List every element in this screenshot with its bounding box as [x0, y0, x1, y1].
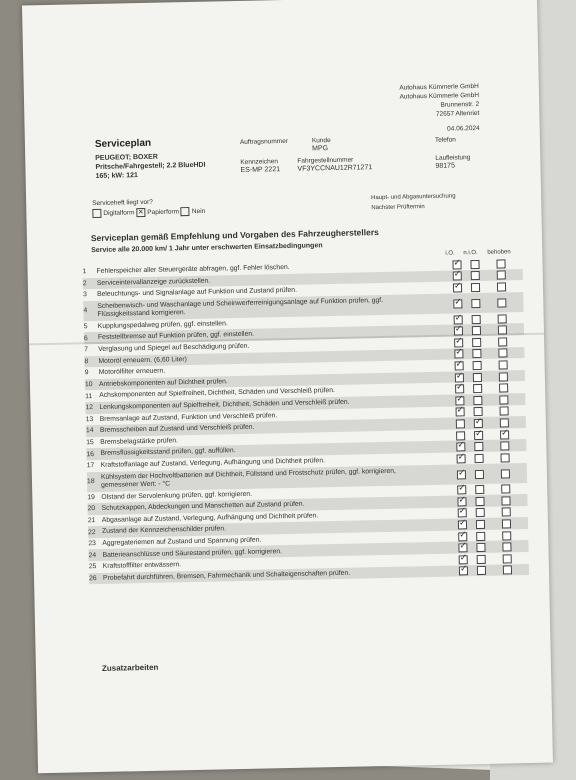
check-mark-icon: ✓: [457, 451, 466, 462]
io-checkbox[interactable]: [453, 280, 462, 292]
item-number: 26: [88, 574, 97, 583]
io-checkbox[interactable]: [456, 404, 465, 417]
item-text: Kupplungspedalweg prüfen, ggf. einstellen.: [97, 320, 228, 330]
behoben-checkbox[interactable]: [497, 282, 506, 291]
nio-checkbox[interactable]: [473, 384, 482, 393]
item-number: 11: [85, 392, 93, 400]
item-number: 5: [83, 323, 88, 331]
nio-checkbox[interactable]: [476, 543, 485, 552]
item-text: Bremsanlage auf Zustand, Funktion und Verschleiß prüfen.: [99, 411, 278, 423]
behoben-checkbox[interactable]: [496, 259, 505, 268]
check-mark-icon: ✓: [453, 257, 462, 268]
item-text: Antriebskomponenten auf Dichtheit prüfen.: [98, 378, 228, 388]
nio-checkbox[interactable]: [474, 442, 483, 451]
auftrag-label: Auftragsnummer: [239, 137, 289, 146]
item-number: 12: [85, 404, 94, 412]
behoben-checkbox[interactable]: [498, 314, 507, 323]
item-number: 14: [85, 427, 94, 435]
item-text: Fehlerspeicher aller Steuergeräte abfragen, ggf. Fehler löschen.: [96, 263, 290, 276]
item-number: 15: [86, 439, 94, 447]
check-mark-icon: ✓: [458, 505, 467, 516]
io-checkbox[interactable]: [457, 451, 466, 463]
laufleistung-field: [435, 154, 470, 171]
item-number: 22: [87, 528, 96, 536]
item-number: 4: [83, 307, 88, 315]
io-checkbox[interactable]: [457, 466, 466, 479]
kunde-label: Kunde: [311, 137, 331, 145]
nio-checkbox[interactable]: [475, 469, 484, 478]
io-checkbox[interactable]: [455, 358, 464, 370]
nio-checkbox[interactable]: [475, 485, 484, 494]
item-text: Motorölfilter erneuern.: [98, 367, 166, 377]
item-text: Serviceintervallanzeige zurückstellen.: [96, 277, 211, 287]
io-checkbox[interactable]: [456, 439, 465, 451]
item-number: 3: [83, 291, 87, 299]
behoben-checkbox[interactable]: [502, 508, 511, 517]
check-mark-icon: ✓: [459, 528, 467, 540]
nein-label: Nein: [191, 207, 206, 216]
item-number: 6: [83, 334, 88, 342]
io-checkbox[interactable]: [456, 419, 465, 428]
behoben-checkbox[interactable]: [501, 485, 510, 494]
behoben-checkbox[interactable]: [499, 384, 508, 393]
kennzeichen-field: [240, 158, 280, 175]
io-checkbox[interactable]: [453, 296, 462, 308]
section-heading: Serviceplan gemäß Empfehlung und Vorgaben des Fahrzeugherstellers: [90, 227, 379, 244]
digitalform-label: Digitalform: [103, 209, 135, 218]
item-number: 20: [87, 505, 96, 513]
nio-checkbox[interactable]: [476, 520, 485, 529]
item-number: 16: [86, 450, 95, 458]
item-text: Achskomponenten auf Spielfreiheit, Dichtheit, Schäden und Verschleiß prüfen.: [99, 387, 336, 400]
behoben-checkbox[interactable]: [498, 326, 507, 335]
papierform-label: Papierform: [147, 208, 180, 217]
col-behoben-header: behoben: [487, 249, 511, 256]
behoben-checkbox[interactable]: [502, 531, 511, 540]
service-plan-paper: [22, 0, 553, 773]
item-number: 19: [87, 493, 95, 502]
serviceheft-label: Serviceheft liegt vor?: [92, 198, 153, 208]
item-text: Feststellbremse auf Funktion prüfen, ggf. einstellen.: [97, 331, 255, 342]
nio-checkbox[interactable]: [475, 454, 484, 463]
check-mark-icon: ✓: [457, 466, 466, 477]
check-mark-icon: ✓: [454, 323, 463, 334]
nio-checkbox[interactable]: [472, 349, 481, 358]
item-text: Schutzkappen, Abdeckungen und Manschetten auf Zustand prüfen.: [101, 500, 305, 513]
hu-label: Haupt- und Abgasuntersuchung: [371, 193, 456, 202]
nio-checkbox[interactable]: [474, 427, 483, 439]
behoben-checkbox[interactable]: [500, 453, 509, 462]
nein-checkbox[interactable]: [181, 207, 190, 216]
check-mark-icon: ✓: [455, 369, 464, 381]
check-mark-icon: ✓: [458, 494, 467, 505]
checklist: [82, 257, 529, 584]
check-mark-icon: ✓: [454, 296, 462, 307]
behoben-checkbox[interactable]: [502, 519, 511, 528]
item-text: Kraftstofffilter entwässern.: [102, 561, 182, 571]
vehicle-info: [95, 152, 206, 181]
hu-block: [371, 191, 456, 213]
check-mark-icon: ✓: [474, 427, 483, 438]
io-checkbox[interactable]: [455, 381, 464, 393]
behoben-checkbox[interactable]: [497, 298, 506, 307]
item-text: Beleuchtungs- und Signalanlage auf Funktion und Zustand prüfen.: [97, 287, 298, 299]
item-text: Kühlsystem der Hochvoltbatterien auf Dichtheit, Füllstand und Frostschutz prüfen, ggf. korrigieren, gemessener Wert: - °C: [100, 467, 396, 489]
laufleistung-value: 98175: [435, 162, 456, 170]
behoben-checkbox[interactable]: [497, 271, 506, 280]
behoben-checkbox[interactable]: [503, 554, 512, 563]
vehicle-type: Pritsche/Fahrgestell; 2.2 BlueHDI: [95, 161, 206, 171]
kunde-value: MPG: [312, 145, 329, 153]
nio-checkbox[interactable]: [475, 497, 484, 506]
company-name-1: Autohaus Kümmerle GmbH: [399, 82, 479, 92]
nio-checkbox[interactable]: [471, 271, 480, 280]
io-checkbox[interactable]: [454, 323, 463, 335]
item-text: Ölstand der Servolenkung prüfen, ggf. korrigieren.: [101, 490, 253, 501]
item-number: 21: [87, 517, 96, 525]
check-mark-icon: ✓: [454, 311, 463, 323]
section-subheading: Service alle 20.000 km/ 1 Jahr unter erschwerten Einsatzbedingungen: [91, 242, 323, 255]
kunde-field: [312, 137, 331, 153]
io-checkbox[interactable]: [459, 563, 468, 576]
item-text: Bremsflüssigkeitsstand prüfen, ggf. auffüllen.: [100, 447, 236, 458]
check-mark-icon: ✓: [455, 381, 464, 392]
behoben-checkbox[interactable]: [498, 349, 507, 358]
telefon-field: [435, 136, 456, 144]
nio-checkbox[interactable]: [476, 508, 485, 517]
next-test-label: Nächster Prüftermin: [371, 204, 425, 212]
item-number: 13: [85, 415, 94, 424]
nio-checkbox[interactable]: [471, 283, 480, 292]
check-mark-icon: ✓: [453, 268, 462, 279]
check-mark-icon: ✓: [455, 346, 464, 357]
nio-checkbox[interactable]: [472, 315, 481, 324]
item-number: 10: [84, 381, 93, 389]
nio-checkbox[interactable]: [472, 338, 481, 347]
item-number: 2: [82, 280, 87, 288]
item-text: Bremsscheiben auf Zustand und Verschleiß prüfen.: [99, 423, 255, 435]
company-address: [399, 82, 480, 135]
item-number: 23: [88, 540, 96, 548]
check-mark-icon: ✓: [459, 540, 468, 551]
nio-checkbox[interactable]: [477, 566, 486, 575]
item-number: 7: [84, 346, 89, 354]
document-title: Serviceplan: [94, 137, 152, 150]
behoben-checkbox[interactable]: [500, 441, 509, 450]
behoben-checkbox[interactable]: [500, 418, 509, 427]
papierform-checkbox[interactable]: ✕: [137, 208, 144, 217]
digitalform-checkbox[interactable]: [92, 209, 101, 218]
behoben-checkbox[interactable]: [499, 372, 508, 381]
item-number: 17: [86, 462, 95, 470]
telefon-label: Telefon: [434, 136, 456, 144]
check-mark-icon: ✓: [456, 393, 464, 404]
check-mark-icon: ✓: [455, 358, 464, 369]
serviceheft-block: [92, 197, 205, 220]
item-text: Aggregateriemen auf Zustand und Spannung prüfen.: [102, 536, 262, 547]
check-mark-icon: ✓: [459, 552, 468, 563]
kennzeichen-value: ES-MP 2221: [240, 166, 281, 174]
item-text: Lenkungskomponenten auf Spielfreiheit, Dichtheit, Schäden und Verschleiß prüfen.: [99, 398, 350, 411]
check-mark-icon: ✓: [456, 404, 465, 415]
check-mark-icon: ✓: [458, 482, 466, 493]
io-checkbox[interactable]: [458, 517, 467, 529]
item-number: 24: [88, 551, 97, 559]
check-mark-icon: ✓: [458, 517, 467, 528]
behoben-checkbox[interactable]: [500, 407, 509, 416]
item-text: Motoröl erneuern. (6,60 Liter): [98, 355, 187, 365]
check-mark-icon: ✓: [474, 415, 483, 427]
behoben-checkbox[interactable]: [503, 566, 512, 575]
item-number: 18: [86, 478, 95, 486]
nio-checkbox[interactable]: [470, 260, 479, 269]
behoben-checkbox[interactable]: [501, 496, 510, 505]
nio-checkbox[interactable]: [471, 299, 480, 308]
vehicle-make: PEUGEOT; BOXER: [95, 153, 158, 162]
auftrag-field: [240, 138, 288, 147]
laufleistung-label: Laufleistung: [435, 154, 471, 162]
behoben-checkbox[interactable]: [502, 543, 511, 552]
col-io-header: i.O.: [445, 250, 455, 257]
fin-value: VF3YCCNAU12R71271: [297, 164, 373, 173]
fin-label: Fahrgestellnummer: [297, 156, 354, 165]
item-text: Probefahrt durchführen, Bremsen, Fahrmechanik und Schalteigenschaften prüfen.: [102, 569, 351, 582]
item-text: Batterieanschlüsse und Säurestand prüfen, ggf. korrigieren.: [102, 547, 283, 559]
behoben-checkbox[interactable]: [501, 469, 510, 478]
kennzeichen-label: Kennzeichen: [240, 158, 279, 166]
serviceheft-options: [92, 207, 205, 220]
check-mark-icon: ✓: [500, 426, 509, 438]
behoben-checkbox[interactable]: [499, 360, 508, 369]
nio-checkbox[interactable]: [473, 396, 482, 405]
vehicle-power: 165; kW: 121: [95, 172, 138, 180]
nio-checkbox[interactable]: [472, 326, 481, 335]
item-text: Kraftstoffanlage auf Zustand, Verlegung, Aufhängung und Dichtheit prüfen.: [100, 457, 326, 469]
nio-checkbox[interactable]: [477, 555, 486, 564]
item-number: 1: [82, 268, 87, 276]
check-mark-icon: ✓: [453, 280, 462, 291]
item-text: Scheibenwisch- und Waschanlage und Scheinwerferreinigungsanlage auf Funktion prüfen, ggf. Flüssigkeitsstand korrigieren.: [97, 297, 384, 318]
company-city: 72657 Altenriet: [435, 109, 480, 118]
nio-checkbox[interactable]: [473, 372, 482, 381]
item-text: Zustand der Kennzeichenschilder prüfen.: [101, 525, 227, 536]
nio-checkbox[interactable]: [474, 415, 483, 428]
check-mark-icon: ✓: [455, 335, 463, 346]
item-number: 8: [84, 358, 89, 366]
nio-checkbox[interactable]: [473, 361, 482, 370]
document-date: 04.06.2024: [447, 124, 480, 133]
behoben-checkbox[interactable]: [499, 395, 508, 404]
item-number: 9: [84, 369, 89, 377]
item-number: 25: [88, 563, 97, 571]
check-mark-icon: ✓: [459, 563, 468, 574]
company-name-2: Autohaus Kümmerle GmbH: [399, 91, 480, 101]
fin-field: [297, 156, 372, 174]
zusatzarbeiten-heading: Zusatzarbeiten: [101, 662, 159, 673]
check-mark-icon: ✓: [457, 439, 465, 450]
item-text: Abgasanlage auf Zustand, Verlegung, Aufhängung und Dichtheit prüfen.: [101, 512, 319, 524]
col-nio-header: n.i.O.: [463, 249, 478, 257]
behoben-checkbox[interactable]: [498, 337, 507, 346]
behoben-checkbox[interactable]: [500, 426, 509, 439]
item-text: Verglasung und Spiegel auf Beschädigung prüfen.: [98, 342, 250, 353]
nio-checkbox[interactable]: [476, 532, 485, 541]
company-street: Brunnenstr. 2: [440, 100, 480, 109]
item-text: Bremsbelagstärke prüfen.: [100, 437, 179, 446]
